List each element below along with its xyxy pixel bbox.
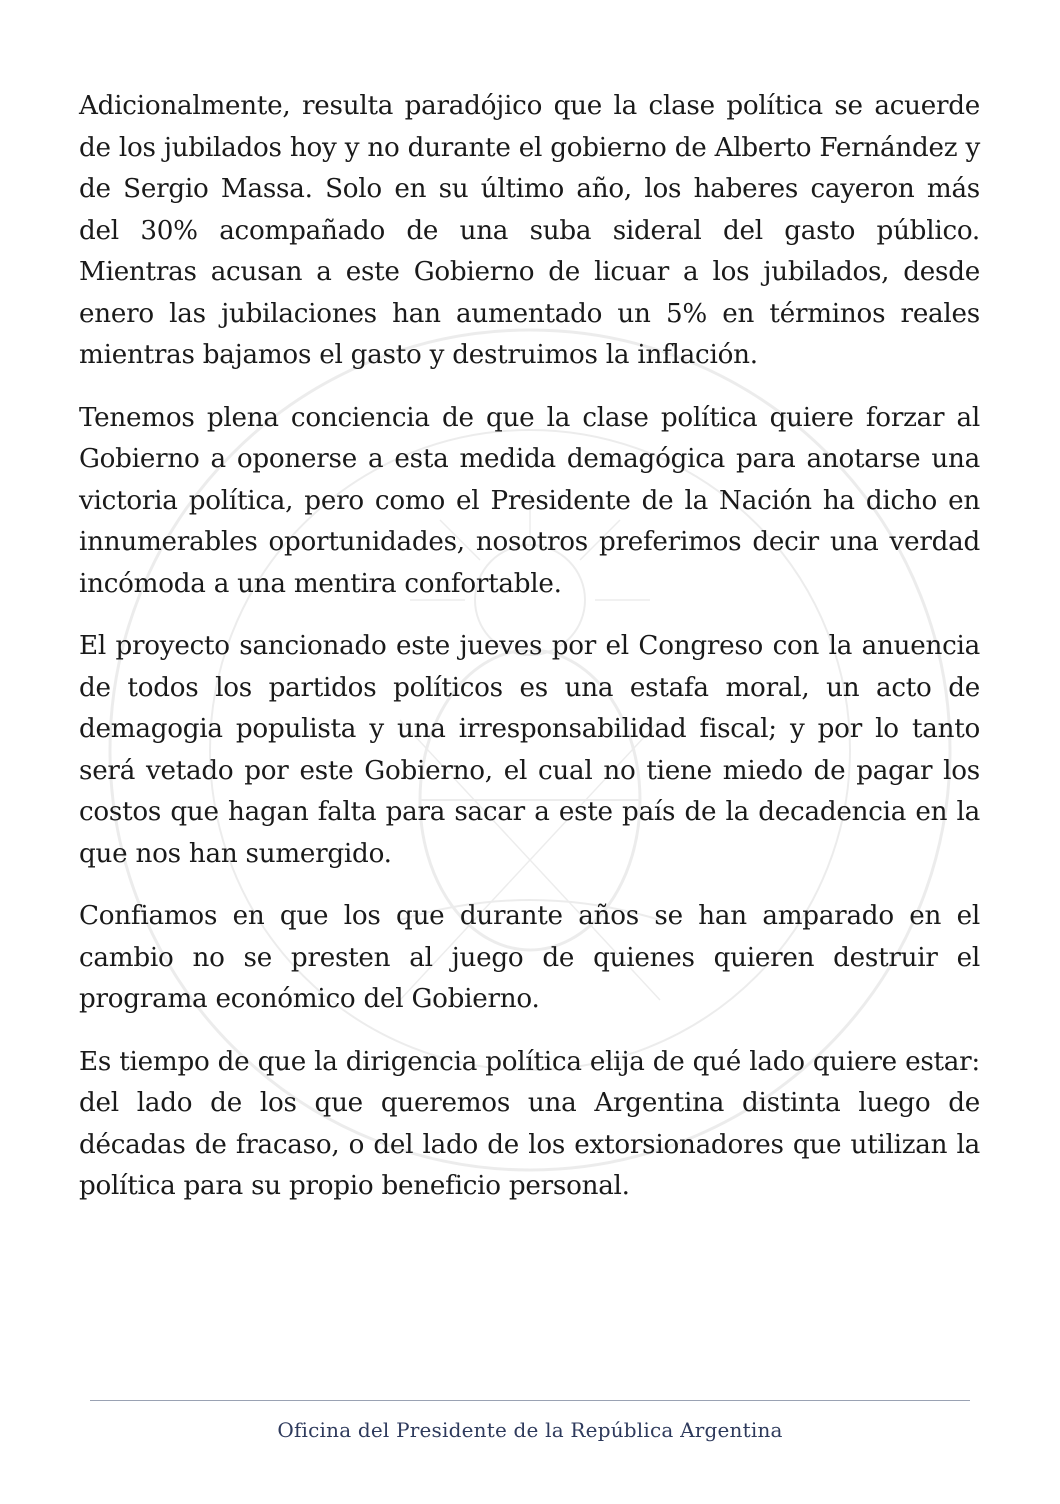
paragraph-5: Es tiempo de que la dirigencia política elija de qué lado quiere estar: del lado de los que queremos una Argentina distinta luego de décadas de fracaso, o del lado de los extorsionadores que utilizan la política para su propio beneficio personal. [79,1046,980,1201]
paragraph-4: Confiamos en que los que durante años se han amparado en el cambio no se presten al juego de quienes quieren destruir el programa económico del Gobierno. [79,901,980,1014]
paragraph-3: El proyecto sancionado este jueves por el Congreso con la anuencia de todos los partidos políticos es una estafa moral, un acto de demagogia populista y una irresponsabilidad fiscal; y por lo tanto será vetado por este Gobierno, el cual no tiene miedo de pagar los costos que hagan falta para sacar a este país de la decadencia en la que nos han sumergido. [79,631,980,869]
paragraph-1: Adicionalmente, resulta paradójico que la clase política se acuerde de los jubilados hoy y no durante el gobierno de Alberto Fernández y de Sergio Massa. Solo en su último año, los haberes cayeron más del 30% acompañado de una suba sideral del gasto público. Mientras acusan a este Gobierno de licuar a los jubilados, desde enero las jubilaciones han aumentado un 5% en términos reales mientras bajamos el gasto y destruimos la inflación. [79,91,980,370]
paragraph-2: Tenemos plena conciencia de que la clase política quiere forzar al Gobierno a oponerse a esta medida demagógica para anotarse una victoria política, pero como el Presidente de la Nación ha dicho en innumerables oportunidades, nosotros preferimos decir una verdad incómoda a una mentira confortable. [79,402,980,599]
document-body [79,86,980,1229]
footer-office-name: Oficina del Presidente de la República Argentina [277,1418,783,1442]
footer-divider [90,1400,970,1401]
